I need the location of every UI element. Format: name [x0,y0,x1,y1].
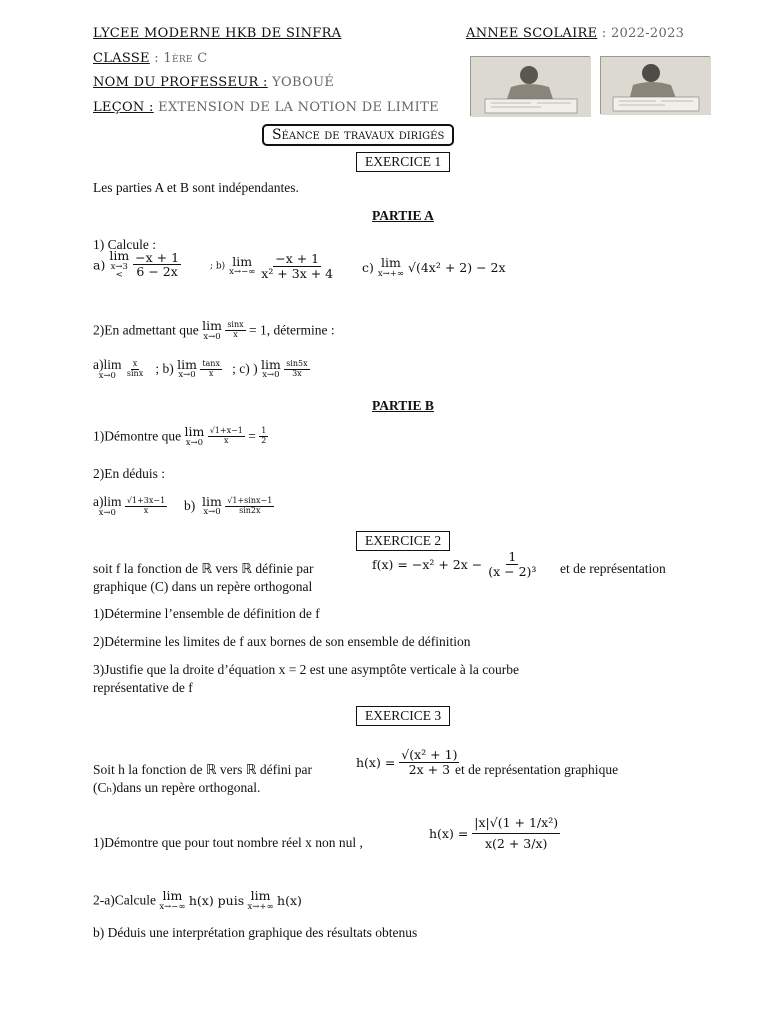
ex2-q3-line2: représentative de f [93,680,193,695]
seance-title: Séance de travaux dirigés [262,124,454,146]
exercise-2-title: EXERCICE 2 [356,531,450,551]
school-name: LYCEE MODERNE HKB DE SINFRA [93,26,342,41]
ex3-h-definition: h(x) = $\frac{\text{√(x² + 1)}}{2x + 3}$ [356,747,458,777]
lesson-line: LEÇON : EXTENSION DE LA NOTION DE LIMITE [93,100,439,115]
ex2-intro-line2: graphique (C) dans un repère orthogonal [93,579,313,594]
ex2-q3-line1: 3)Justifie que la droite d’équation x = 2 est une asymptôte verticale à la courbe [93,662,519,677]
ex1-intro: Les parties A et B sont indépendantes. [93,180,299,195]
ex2-q2: 2)Détermine les limites de f aux bornes de son ensemble de définition [93,634,471,649]
ex1-b2: 2)En déduis : [93,466,165,481]
ex1-q1-b: ; b) lim x→−∞ $\frac{-x + 1}{\text{x² + 3x + 4}}$ [210,251,334,281]
ex3-intro-line1b: et de représentation graphique [455,762,619,777]
ex3-q1: 1)Démontre que pour tout nombre réel x non nul , [93,835,363,850]
student-writing-photo-1 [470,56,590,116]
student-writing-photo-2 [600,56,710,114]
ex1-q1-c: c) lim x→+∞ √(4x² + 2) − 2x [362,255,506,279]
ex2-q1: 1)Détermine l’ensemble de définition de f [93,606,320,621]
ex1-b2-parts: a)lim x→0 $\frac{√1+3x-1}{x}$ b) lim x→0 $\frac{√1+\sin x-1}{\sin 2x}$ [93,493,273,518]
ex3-q2a: 2-a)Calcule lim x→−∞ h(x) puis lim x→+∞ h(x) [93,888,302,912]
ex2-intro-line1b: et de représentation [560,561,666,576]
exercise-1-title: EXERCICE 1 [356,152,450,172]
class-line: CLASSE : 1ère C [93,51,208,66]
ex3-intro-line2: (Cₕ)dans un repère orthogonal. [93,780,261,795]
ex1-q2-parts: a)lim x→0 $\frac{x}{\sin x}$ ; b) lim x→0 $\frac{\tan x}{x}$ ; c) ) lim x→0 $\frac{\sin 5x}{3x}$ [93,356,308,381]
exercise-3-title: EXERCICE 3 [356,706,450,726]
ex3-q1-expression: h(x) = $\frac{\text{|x|√(1 + 1/x²)}}{x(2 + 3/x)}$ [429,815,559,851]
ex1-q1: 1) Calcule : [93,237,156,252]
ex3-intro-line1: Soit h la fonction de ℝ vers ℝ défini par [93,762,312,777]
ex2-function: f(x) = −x² + 2x − $\frac{1}{\text{(x − 2)³}}$ [372,549,537,579]
ex1-b1: 1)Démontre que lim x→0 $\frac{√1+x-1}{x}$ = $\frac{1}{2}$ [93,424,267,448]
part-a-title: PARTIE A [372,208,434,223]
ex2-intro-line1: soit f la fonction de ℝ vers ℝ définie par [93,561,314,576]
part-b-title: PARTIE B [372,398,434,413]
ex1-q2: 2)En admettant que lim x→0 $\frac{\sin x}{x}$ = 1, détermine : [93,318,335,342]
ex3-q2b: b) Déduis une interprétation graphique des résultats obtenus [93,925,418,940]
prof-line: NOM DU PROFESSEUR : YOBOUÉ [93,75,335,90]
ex1-q1-a: a) lim x→3 < $\frac{-x + 1}{6 - 2x}$ [93,248,180,280]
school-year: ANNEE SCOLAIRE : 2022-2023 [466,26,685,41]
